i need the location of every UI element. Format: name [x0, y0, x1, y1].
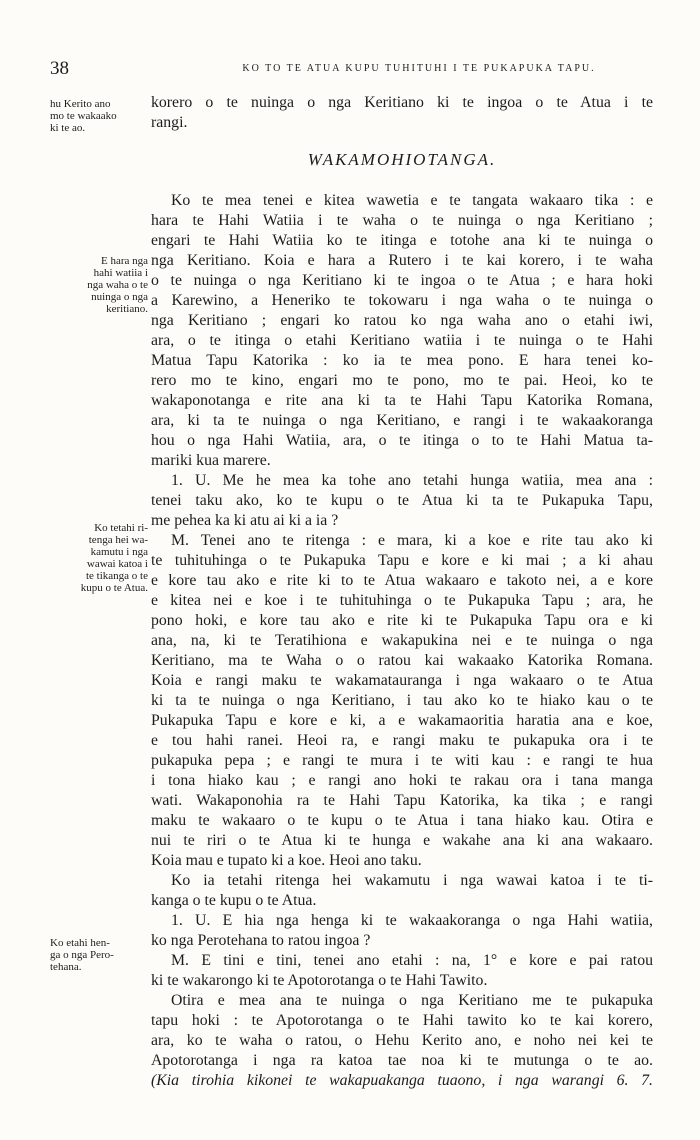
text-line: Koia e rangi maku te wakamatauranga i nga wakaaro o te Atua: [151, 672, 653, 689]
text-line: i tona hiako kau ; e rangi ano hoki te rakau ora i tana manga: [151, 772, 653, 789]
text-line: Matua Tapu Katorika : ko ia te mea pono. E hara tenei ko-: [151, 352, 653, 369]
text-line: hara te Hahi Watiia i te waha o te nuinga o nga Keritiano ;: [151, 212, 653, 229]
margin-note: [56, 255, 148, 315]
margin-note-line: Ko tetahi ri-: [94, 522, 148, 534]
margin-note-line: kamutu i nga: [90, 546, 148, 558]
text-line: kanga o te kupu o te Atua.: [151, 892, 317, 909]
text-line: e kitea nei e koe i te tuhituhinga o te Pukapuka Tapu ; ara, he: [151, 592, 653, 609]
text-line: ki ta te nuinga o nga Keritiano, i tau ako ko te hiako kau o te: [151, 692, 653, 709]
text-line: nga Keritiano ; engari ko ratou ko nga waha ano o etahi iwi,: [151, 312, 653, 329]
margin-note-line: Ko etahi hen-: [50, 937, 110, 949]
running-head: KO TO TE ATUA KUPU TUHITUHI I TE PUKAPUKA TAPU.: [242, 63, 596, 74]
text-line: Koia mau e tupato ki a koe. Heoi ano taku.: [151, 852, 422, 869]
text-line: nui te riri o te Atua ki te hunga e wakahe ana ki ana wakaaro.: [151, 832, 653, 849]
margin-notes: [0, 0, 150, 1140]
text-line: korero o te nuinga o nga Keritiano ki te ingoa o te Atua i te: [151, 94, 653, 111]
text-line: ko nga Perotehana to ratou ingoa ?: [151, 932, 371, 949]
text-line: pukapuka pepa ; e rangi te mura i te witi kau : e rangi te hua: [151, 752, 653, 769]
margin-note-line: keritiano.: [106, 303, 148, 315]
text-line: M. E tini e tini, tenei ano etahi : na, 1° e kore e pai ratou: [171, 952, 653, 969]
text-line: M. Tenei ano te ritenga : e mara, ki a koe e rite tau ako ki: [171, 532, 653, 549]
margin-note-line: ki te ao.: [50, 122, 86, 134]
margin-note-line: hu Kerito ano: [50, 98, 111, 110]
text-line: Otira e mea ana te nuinga o nga Keritiano me te pukapuka: [171, 992, 653, 1009]
margin-note-line: wawai katoa i: [86, 558, 148, 570]
section-title: WAKAMOHIOTANGA.: [307, 150, 497, 169]
text-line: wati. Wakaponohia ra te Hahi Tapu Katorika, ka tika ; e rangi: [151, 792, 653, 809]
text-line: mariki kua marere.: [151, 452, 271, 469]
text-line: te tuhituhinga o te Pukapuka Tapu e kore e ki mai ; a ki ahau: [151, 552, 653, 569]
margin-note-line: E hara nga: [100, 255, 148, 267]
text-line: ana, na, ki te Teratihiona e wakapukina nei e te nuinga o nga: [151, 632, 653, 649]
text-line: nga Keritiano. Koia e hara a Rutero i te kai korero, i te waha: [151, 252, 653, 269]
text-line: tapu hoki : te Apotorotanga o te Hahi tawito ko te kai korero,: [151, 1012, 653, 1029]
text-line: o te nuinga o nga Keritiano ki te ingoa o te Atua ; e hara hoki: [151, 272, 653, 289]
margin-note: [50, 937, 148, 973]
text-line: wakaponotanga e rite ana ki ta te Hahi Tapu Katorika Romana,: [151, 392, 653, 409]
page-number: 38: [50, 58, 69, 79]
margin-note: [50, 98, 148, 134]
text-line: Apotorotanga i nga ra katoa tae noa ki te mutunga o te ao.: [151, 1052, 653, 1069]
text-line: tenei taku ako, ko te kupu o te Atua ki ta te Pukapuka Tapu,: [151, 492, 653, 509]
text-line: ara, ko te waha o ratou, o Hehu Kerito ano, e noho nei kei te: [151, 1032, 653, 1049]
main-text: [151, 0, 653, 1140]
text-line: e kore tau ako e rite ki to te Atua wakaaro e takoto nei, a e kore: [151, 572, 653, 589]
margin-note-line: nuinga o nga: [91, 291, 148, 303]
margin-note-line: mo te wakaako: [50, 110, 117, 122]
text-line: Ko ia tetahi ritenga hei wakamutu i nga wawai katoa i te ti-: [171, 872, 653, 889]
margin-note-line: te tikanga o te: [85, 570, 148, 582]
text-line: pono hoki, e kore tau ako e rite ki te Pukapuka Tapu ora e ki: [151, 612, 653, 629]
margin-note: [56, 522, 148, 594]
text-line: hou o nga Hahi Watiia, ara, o te itinga o to te Hahi Matua ta-: [151, 432, 653, 449]
margin-note-line: hahi watiia i: [93, 267, 148, 279]
footnote-line: (Kia tirohia kikonei te wakapuakanga tuaono, i nga warangi 6. 7.: [151, 1072, 653, 1089]
text-line: rero mo te kino, engari mo te pono, mo te pai. Heoi, ko te: [151, 372, 653, 389]
margin-note-line: ga o nga Pero-: [50, 949, 114, 961]
text-line: ara, o te itinga o etahi Keritiano watiia i te nuinga o te Hahi: [151, 332, 653, 349]
margin-note-line: nga waha o te: [87, 279, 148, 291]
text-line: e tou hahi ranei. Heoi ra, e rangi maku te pukapuka ora i te: [151, 732, 653, 749]
text-line: 1. U. Me he mea ka tohe ano tetahi hunga watiia, mea ana :: [171, 472, 653, 489]
text-line: a Karewino, a Heneriko te tokowaru i nga waha o te nuinga o: [151, 292, 653, 309]
text-line: ki te wakarongo ki te Apotorotanga o te Hahi Tawito.: [151, 972, 488, 989]
text-line: ara, ki ta te nuinga o nga Keritiano, e rangi i te wakaakoranga: [151, 412, 653, 429]
text-line: 1. U. E hia nga henga ki te wakaakoranga o nga Hahi watiia,: [171, 912, 653, 929]
margin-note-line: kupu o te Atua.: [80, 582, 148, 594]
text-line: me pehea ka ki atu ai ki a ia ?: [151, 512, 339, 529]
text-line: Keritiano, ma te Waha o o ratou kai wakaako Katorika Romana.: [151, 652, 653, 669]
margin-note-line: tehana.: [50, 961, 82, 973]
text-line: engari te Hahi Watiia ko te itinga e totohe ana ki te nuinga o: [151, 232, 653, 249]
margin-note-line: tenga hei wa-: [88, 534, 148, 546]
text-line: maku te wakaaro o te kupu o te Atua i tana hiako kau. Otira e: [151, 812, 653, 829]
text-line: rangi.: [151, 114, 188, 131]
text-line: Pukapuka Tapu e kore e ki, a e wakamaoritia haratia ana e koe,: [151, 712, 653, 729]
text-line: Ko te mea tenei e kitea wawetia e te tangata wakaaro tika : e: [171, 192, 653, 209]
